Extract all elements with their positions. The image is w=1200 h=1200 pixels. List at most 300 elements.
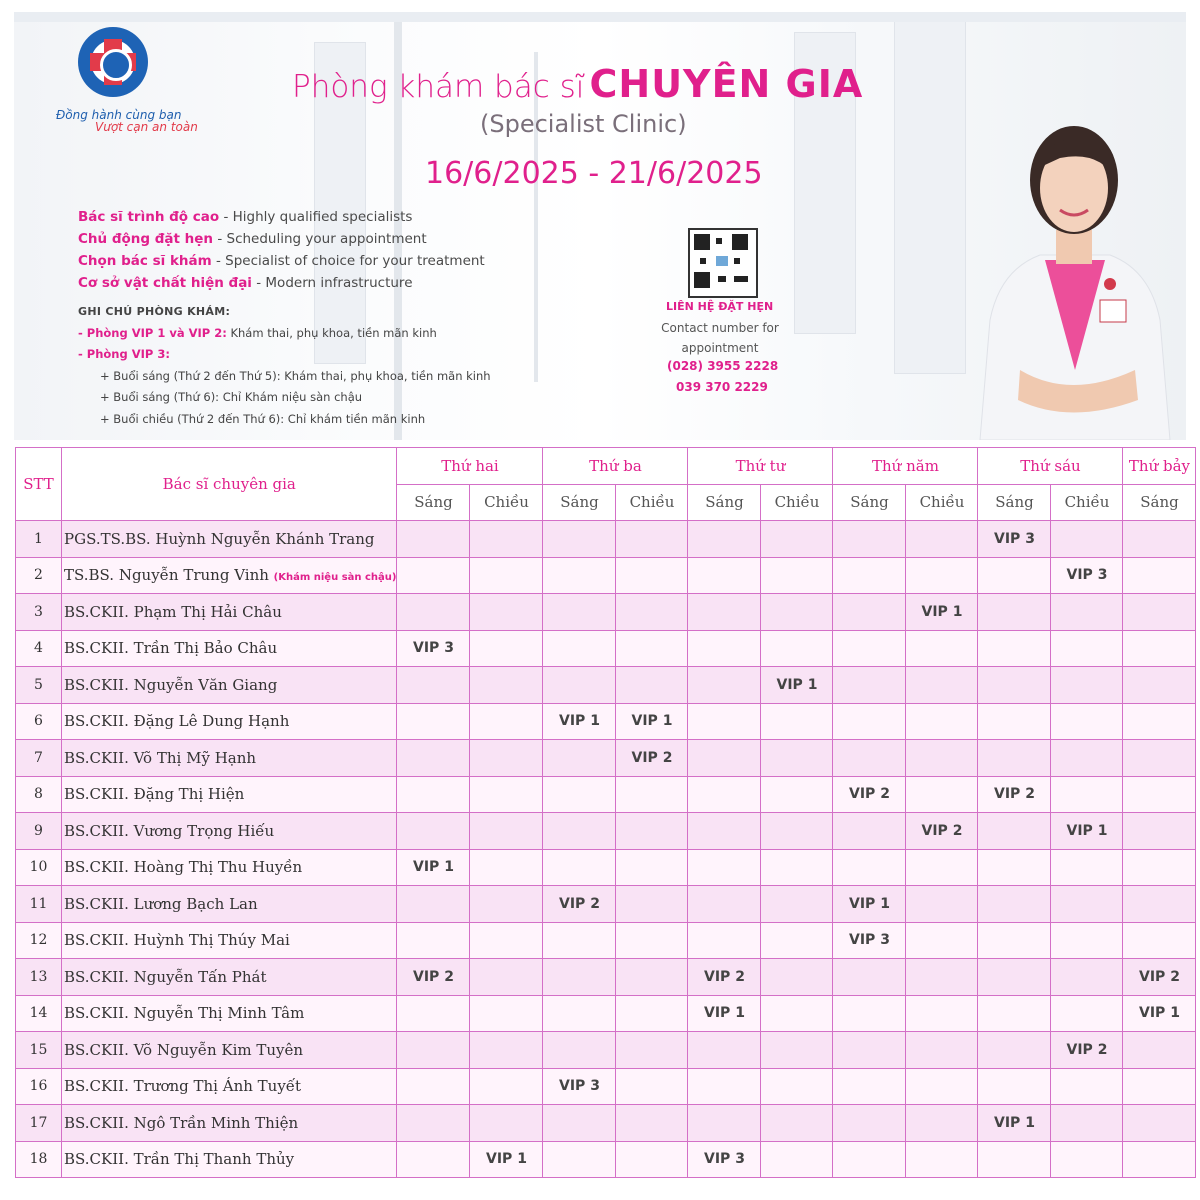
session-header: Chiều <box>1051 484 1123 521</box>
schedule-cell <box>978 959 1051 996</box>
schedule-cell: VIP 3 <box>1051 557 1123 594</box>
schedule-cell: VIP 1 <box>1123 995 1196 1032</box>
schedule-cell <box>470 959 543 996</box>
table-row <box>16 776 1196 813</box>
schedule-cell: VIP 1 <box>906 594 978 631</box>
schedule-cell <box>688 630 761 667</box>
schedule-cell <box>978 1068 1051 1105</box>
schedule-cell <box>1051 521 1123 558</box>
schedule-cell <box>397 995 470 1032</box>
row-doctor-name <box>62 1105 397 1142</box>
schedule-cell <box>616 959 688 996</box>
schedule-cell <box>616 1032 688 1069</box>
schedule-cell: VIP 3 <box>543 1068 616 1105</box>
schedule-cell <box>906 740 978 777</box>
schedule-cell <box>616 630 688 667</box>
schedule-cell <box>1123 1068 1196 1105</box>
table-row <box>16 886 1196 923</box>
doctor-name: BS.CKII. Võ Thị Mỹ Hạnh <box>64 748 257 767</box>
schedule-cell <box>833 740 906 777</box>
doctor-name: BS.CKII. Trần Thị Bảo Châu <box>64 639 278 658</box>
doctor-name: BS.CKII. Đặng Lê Dung Hạnh <box>64 712 290 731</box>
schedule-cell <box>906 776 978 813</box>
schedule-cell: VIP 2 <box>616 740 688 777</box>
table-row <box>16 959 1196 996</box>
row-stt: 14 <box>16 995 62 1032</box>
schedule-cell <box>470 521 543 558</box>
doctor-name: BS.CKII. Ngô Trần Minh Thiện <box>64 1113 299 1132</box>
day-header: Thứ sáu <box>978 448 1123 485</box>
date-range: 16/6/2025 - 21/6/2025 <box>425 156 763 191</box>
slogan-line1: Đồng hành cùng bạn <box>56 108 182 122</box>
schedule-cell <box>470 740 543 777</box>
schedule-cell <box>906 922 978 959</box>
schedule-cell <box>688 922 761 959</box>
schedule-cell <box>906 849 978 886</box>
schedule-cell <box>761 922 833 959</box>
schedule-cell <box>543 959 616 996</box>
table-row <box>16 1141 1196 1178</box>
schedule-cell <box>616 776 688 813</box>
schedule-cell <box>616 521 688 558</box>
doctor-name: BS.CKII. Trần Thị Thanh Thủy <box>64 1150 295 1169</box>
schedule-cell <box>978 1032 1051 1069</box>
schedule-cell <box>688 1032 761 1069</box>
schedule-cell <box>543 740 616 777</box>
schedule-cell <box>470 557 543 594</box>
schedule-cell <box>906 1141 978 1178</box>
schedule-cell <box>470 594 543 631</box>
schedule-cell <box>688 557 761 594</box>
schedule-cell <box>1051 667 1123 704</box>
schedule-cell <box>1051 776 1123 813</box>
row-stt: 9 <box>16 813 62 850</box>
schedule-cell <box>1051 703 1123 740</box>
schedule-cell <box>978 703 1051 740</box>
feature-en: - Scheduling your appointment <box>213 231 427 247</box>
schedule-cell: VIP 2 <box>906 813 978 850</box>
row-doctor-name <box>62 703 397 740</box>
schedule-cell <box>978 922 1051 959</box>
row-stt: 5 <box>16 667 62 704</box>
schedule-cell <box>761 1141 833 1178</box>
row-stt: 1 <box>16 521 62 558</box>
schedule-cell <box>906 557 978 594</box>
schedule-cell <box>1051 959 1123 996</box>
table-row <box>16 557 1196 594</box>
schedule-cell: VIP 3 <box>833 922 906 959</box>
note-vip12 <box>78 326 437 340</box>
schedule-cell <box>906 1068 978 1105</box>
schedule-cell: VIP 1 <box>616 703 688 740</box>
schedule-cell <box>978 995 1051 1032</box>
note-vip12-label: - Phòng VIP 1 và VIP 2: <box>78 326 227 340</box>
schedule-cell <box>543 667 616 704</box>
schedule-cell <box>688 521 761 558</box>
schedule-cell <box>470 922 543 959</box>
schedule-cell <box>906 667 978 704</box>
schedule-cell <box>761 959 833 996</box>
schedule-cell: VIP 2 <box>543 886 616 923</box>
schedule-cell <box>761 521 833 558</box>
session-header: Sáng <box>688 484 761 521</box>
schedule-cell <box>1051 594 1123 631</box>
schedule-cell: VIP 2 <box>1123 959 1196 996</box>
schedule-cell <box>833 557 906 594</box>
schedule-cell <box>906 703 978 740</box>
row-doctor-name <box>62 1068 397 1105</box>
schedule-cell <box>688 703 761 740</box>
hallway-door <box>894 12 966 374</box>
contact-title: LIÊN HỆ ĐẶT HẸN <box>666 300 774 313</box>
schedule-cell <box>616 1105 688 1142</box>
schedule-cell <box>761 594 833 631</box>
schedule-cell: VIP 1 <box>761 667 833 704</box>
schedule-cell <box>1123 557 1196 594</box>
schedule-cell <box>1051 922 1123 959</box>
table-row <box>16 594 1196 631</box>
schedule-cell <box>833 703 906 740</box>
schedule-cell <box>1123 630 1196 667</box>
table-row <box>16 703 1196 740</box>
schedule-cell <box>688 886 761 923</box>
schedule-cell: VIP 1 <box>688 995 761 1032</box>
day-header: Thứ ba <box>543 448 688 485</box>
page-title <box>292 62 863 106</box>
schedule-cell <box>1123 776 1196 813</box>
schedule-body <box>16 521 1196 1178</box>
session-header: Sáng <box>1123 484 1196 521</box>
schedule-cell <box>688 1068 761 1105</box>
schedule-cell <box>1051 849 1123 886</box>
hospital-logo-icon <box>78 27 148 97</box>
schedule-cell: VIP 3 <box>978 521 1051 558</box>
schedule-cell: VIP 2 <box>833 776 906 813</box>
schedule-cell <box>1123 703 1196 740</box>
session-header: Sáng <box>833 484 906 521</box>
row-doctor-name <box>62 776 397 813</box>
schedule-cell: VIP 1 <box>397 849 470 886</box>
day-header: Thứ bảy <box>1123 448 1196 485</box>
schedule-cell <box>688 667 761 704</box>
table-row <box>16 849 1196 886</box>
table-row <box>16 740 1196 777</box>
table-row <box>16 922 1196 959</box>
schedule-cell <box>397 1141 470 1178</box>
schedule-cell <box>397 740 470 777</box>
schedule-cell <box>543 594 616 631</box>
page-subtitle: (Specialist Clinic) <box>480 110 687 138</box>
schedule-cell <box>833 813 906 850</box>
schedule-cell <box>1051 995 1123 1032</box>
feature-vi: Bác sĩ trình độ cao <box>78 209 220 225</box>
note-vip12-text: Khám thai, phụ khoa, tiền mãn kinh <box>226 326 437 340</box>
table-row <box>16 1105 1196 1142</box>
schedule-cell <box>833 667 906 704</box>
schedule-cell <box>761 995 833 1032</box>
table-row <box>16 1032 1196 1069</box>
schedule-cell <box>906 521 978 558</box>
schedule-cell <box>978 740 1051 777</box>
row-doctor-name <box>62 995 397 1032</box>
schedule-cell: VIP 2 <box>688 959 761 996</box>
schedule-cell <box>543 995 616 1032</box>
table-row <box>16 1068 1196 1105</box>
schedule-cell <box>470 886 543 923</box>
title-prefix: Phòng khám bác sĩ <box>292 69 585 105</box>
schedule-cell <box>761 703 833 740</box>
schedule-cell <box>833 995 906 1032</box>
row-stt: 2 <box>16 557 62 594</box>
schedule-cell <box>978 594 1051 631</box>
schedule-cell <box>761 630 833 667</box>
schedule-cell <box>1123 1032 1196 1069</box>
doctor-name: BS.CKII. Lương Bạch Lan <box>64 894 258 913</box>
schedule-cell <box>761 849 833 886</box>
schedule-cell <box>470 630 543 667</box>
schedule-cell <box>978 886 1051 923</box>
schedule-cell <box>978 667 1051 704</box>
doctor-header: Bác sĩ chuyên gia <box>62 448 397 521</box>
schedule-cell <box>543 922 616 959</box>
row-doctor-name <box>62 667 397 704</box>
schedule-cell <box>1123 521 1196 558</box>
doctor-note: (Khám niệu sàn chậu) <box>273 572 397 584</box>
session-header: Chiều <box>470 484 543 521</box>
schedule-cell <box>1051 1068 1123 1105</box>
row-stt: 6 <box>16 703 62 740</box>
row-doctor-name <box>62 740 397 777</box>
schedule-cell <box>833 630 906 667</box>
schedule-cell <box>1051 1105 1123 1142</box>
row-stt: 15 <box>16 1032 62 1069</box>
schedule-cell <box>616 1068 688 1105</box>
table-row <box>16 995 1196 1032</box>
row-doctor-name <box>62 1032 397 1069</box>
schedule-cell <box>761 813 833 850</box>
table-row <box>16 630 1196 667</box>
day-header: Thứ năm <box>833 448 978 485</box>
schedule-cell <box>688 813 761 850</box>
ceiling <box>14 12 1186 22</box>
schedule-cell <box>616 557 688 594</box>
schedule-cell <box>833 959 906 996</box>
feature-vi: Chọn bác sĩ khám <box>78 253 212 269</box>
schedule-cell <box>1123 1141 1196 1178</box>
schedule-cell <box>1123 1105 1196 1142</box>
feature-line <box>78 209 412 225</box>
schedule-cell <box>543 630 616 667</box>
doctor-name: BS.CKII. Huỳnh Thị Thúy Mai <box>64 931 290 950</box>
doctor-name: TS.BS. Nguyễn Trung Vinh <box>64 566 269 585</box>
schedule-cell <box>1123 922 1196 959</box>
row-stt: 3 <box>16 594 62 631</box>
row-doctor-name <box>62 886 397 923</box>
row-doctor-name <box>62 594 397 631</box>
schedule-cell <box>616 813 688 850</box>
schedule-cell <box>397 776 470 813</box>
session-header: Chiều <box>616 484 688 521</box>
row-stt: 16 <box>16 1068 62 1105</box>
schedule-cell <box>688 1105 761 1142</box>
schedule-cell: VIP 1 <box>543 703 616 740</box>
schedule-cell <box>906 959 978 996</box>
schedule-table <box>15 447 1196 1178</box>
schedule-cell: VIP 1 <box>833 886 906 923</box>
doctor-photo <box>960 70 1186 440</box>
doctor-name: BS.CKII. Hoàng Thị Thu Huyền <box>64 858 303 877</box>
schedule-cell <box>543 557 616 594</box>
row-doctor-name <box>62 922 397 959</box>
feature-en: - Highly qualified specialists <box>219 209 413 225</box>
doctor-name: BS.CKII. Nguyễn Tấn Phát <box>64 967 267 986</box>
note-vip3-item: + Buổi chiều (Thứ 2 đến Thứ 6): Chỉ khám tiền mãn kinh <box>100 412 426 426</box>
doctor-name: BS.CKII. Nguyễn Thị Minh Tâm <box>64 1004 305 1023</box>
row-stt: 4 <box>16 630 62 667</box>
schedule-cell <box>397 521 470 558</box>
schedule-cell <box>978 630 1051 667</box>
stt-header: STT <box>16 448 62 521</box>
schedule-cell <box>616 594 688 631</box>
schedule-cell <box>978 813 1051 850</box>
schedule-cell <box>978 1141 1051 1178</box>
schedule-cell: VIP 1 <box>978 1105 1051 1142</box>
doctor-name: BS.CKII. Nguyễn Văn Giang <box>64 675 278 694</box>
schedule-cell <box>833 521 906 558</box>
schedule-cell <box>1051 630 1123 667</box>
day-header: Thứ hai <box>397 448 543 485</box>
schedule-cell <box>397 886 470 923</box>
qr-code-icon[interactable] <box>688 228 758 298</box>
schedule-cell <box>906 1032 978 1069</box>
feature-vi: Chủ động đặt hẹn <box>78 231 214 247</box>
schedule-cell <box>397 667 470 704</box>
schedule-cell <box>397 813 470 850</box>
row-doctor-name <box>62 521 397 558</box>
row-stt: 17 <box>16 1105 62 1142</box>
doctor-name: BS.CKII. Đặng Thị Hiện <box>64 785 245 804</box>
schedule-cell <box>1051 1141 1123 1178</box>
session-header: Sáng <box>397 484 470 521</box>
row-doctor-name <box>62 849 397 886</box>
row-stt: 10 <box>16 849 62 886</box>
schedule-cell <box>906 886 978 923</box>
schedule-cell <box>761 1068 833 1105</box>
header-row-days <box>16 448 1196 485</box>
schedule-cell <box>833 849 906 886</box>
schedule-cell <box>1123 886 1196 923</box>
doctor-name: BS.CKII. Vương Trọng Hiếu <box>64 821 275 840</box>
schedule-cell: VIP 2 <box>397 959 470 996</box>
schedule-cell <box>470 1032 543 1069</box>
doctor-name: BS.CKII. Võ Nguyễn Kim Tuyên <box>64 1040 304 1059</box>
schedule-cell <box>688 776 761 813</box>
schedule-cell <box>470 1105 543 1142</box>
schedule-cell <box>397 1105 470 1142</box>
schedule-cell <box>761 776 833 813</box>
row-stt: 7 <box>16 740 62 777</box>
schedule-cell <box>616 922 688 959</box>
schedule-cell <box>543 521 616 558</box>
notes-title: GHI CHÚ PHÒNG KHÁM: <box>78 305 231 318</box>
schedule-cell <box>761 1105 833 1142</box>
doctor-name: BS.CKII. Trương Thị Ánh Tuyết <box>64 1077 302 1096</box>
schedule-cell: VIP 3 <box>397 630 470 667</box>
schedule-cell <box>1123 849 1196 886</box>
table-row <box>16 667 1196 704</box>
title-emphasis: CHUYÊN GIA <box>589 62 864 106</box>
feature-line <box>78 253 485 269</box>
contact-subtitle: Contact number for appointment <box>661 321 779 355</box>
row-stt: 13 <box>16 959 62 996</box>
schedule-cell <box>1051 886 1123 923</box>
schedule-cell <box>543 813 616 850</box>
phone-number-1[interactable]: (028) 3955 2228 <box>667 359 779 373</box>
schedule-cell <box>470 703 543 740</box>
row-doctor-name <box>62 1141 397 1178</box>
schedule-cell <box>978 849 1051 886</box>
schedule-cell <box>688 594 761 631</box>
schedule-cell <box>1123 667 1196 704</box>
schedule-cell: VIP 1 <box>470 1141 543 1178</box>
feature-en: - Specialist of choice for your treatment <box>211 253 485 269</box>
row-stt: 12 <box>16 922 62 959</box>
schedule-cell: VIP 3 <box>688 1141 761 1178</box>
day-header: Thứ tư <box>688 448 833 485</box>
schedule-cell <box>761 557 833 594</box>
schedule-cell <box>1123 594 1196 631</box>
schedule-cell <box>616 995 688 1032</box>
schedule-cell <box>761 740 833 777</box>
schedule-cell: VIP 2 <box>978 776 1051 813</box>
schedule-cell <box>397 557 470 594</box>
schedule-cell <box>397 1032 470 1069</box>
schedule-cell <box>1123 813 1196 850</box>
note-vip3-item: + Buổi sáng (Thứ 6): Chỉ Khám niệu sàn chậu <box>100 390 363 404</box>
schedule-cell <box>616 1141 688 1178</box>
schedule-cell <box>543 849 616 886</box>
schedule-cell <box>688 740 761 777</box>
schedule-cell <box>543 1105 616 1142</box>
schedule-cell <box>543 1032 616 1069</box>
schedule-cell <box>833 1141 906 1178</box>
doctor-name: BS.CKII. Phạm Thị Hải Châu <box>64 602 282 621</box>
schedule-cell <box>470 1068 543 1105</box>
row-stt: 8 <box>16 776 62 813</box>
schedule-cell <box>397 1068 470 1105</box>
schedule-cell <box>543 776 616 813</box>
schedule-cell <box>397 703 470 740</box>
table-row <box>16 521 1196 558</box>
schedule-cell <box>616 849 688 886</box>
schedule-cell: VIP 1 <box>1051 813 1123 850</box>
schedule-cell <box>833 1068 906 1105</box>
row-doctor-name <box>62 557 397 594</box>
schedule-cell <box>470 995 543 1032</box>
schedule-cell <box>833 1032 906 1069</box>
schedule-cell <box>470 667 543 704</box>
session-header: Sáng <box>543 484 616 521</box>
schedule-cell <box>1123 740 1196 777</box>
session-header: Sáng <box>978 484 1051 521</box>
row-doctor-name <box>62 813 397 850</box>
row-stt: 18 <box>16 1141 62 1178</box>
session-header: Chiều <box>761 484 833 521</box>
schedule-cell <box>470 849 543 886</box>
schedule-cell: VIP 2 <box>1051 1032 1123 1069</box>
note-vip3-label: - Phòng VIP 3: <box>78 347 170 361</box>
phone-number-2[interactable]: 039 370 2229 <box>676 380 768 394</box>
